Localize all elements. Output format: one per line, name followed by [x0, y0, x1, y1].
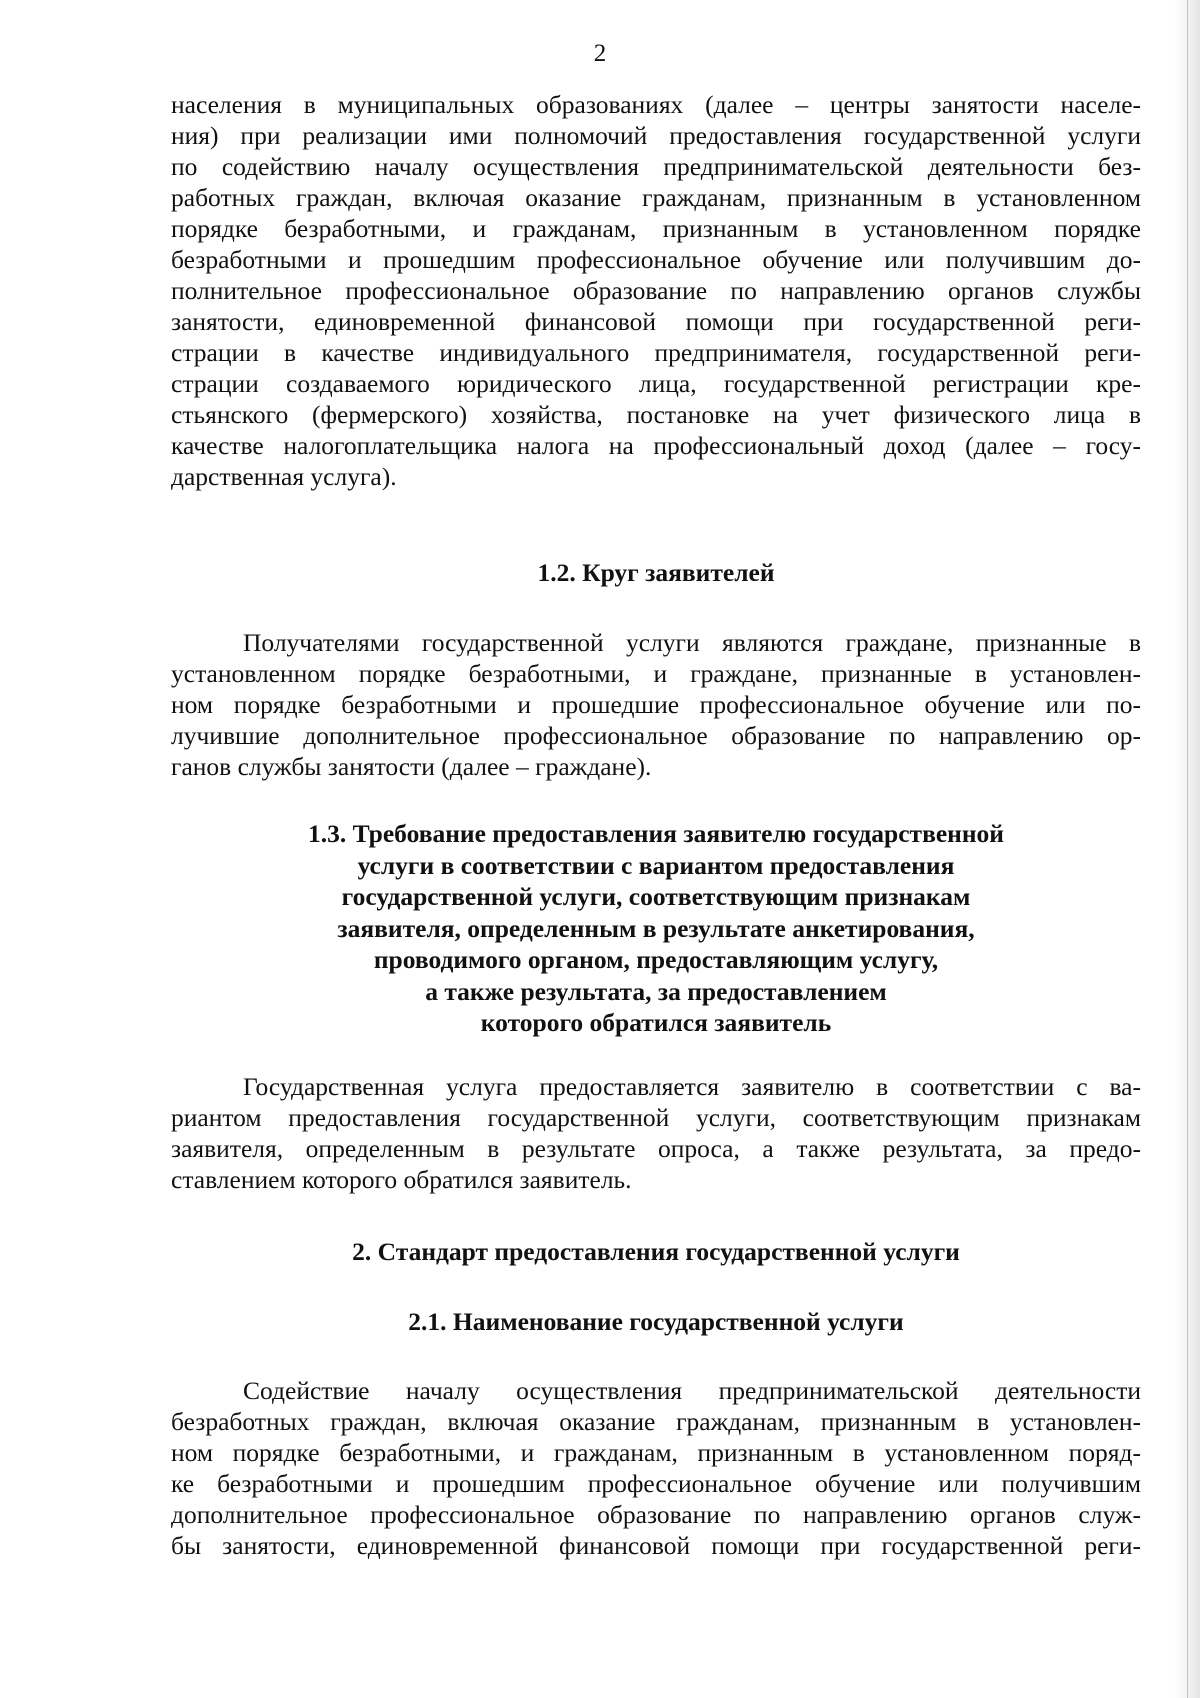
text-line: занятости, единовременной финансовой помощи при государственной реги-	[171, 307, 1141, 336]
text-line: бы занятости, единовременной финансовой помощи при государственной реги-	[171, 1531, 1141, 1560]
text-line: дарственная услуга).	[171, 462, 397, 491]
heading-line: государственной услуги, соответствующим признакам	[341, 882, 971, 911]
text-line: лучившие дополнительное профессиональное образование по направлению ор-	[171, 721, 1141, 750]
text-line: порядке безработными, и гражданам, признанным в установленном порядке	[171, 214, 1141, 243]
heading-line: заявителя, определенным в результате анкетирования,	[337, 913, 975, 943]
paragraph-1-3	[171, 1071, 1141, 1195]
page-number: 2	[593, 40, 607, 67]
text-line: Содействие началу осуществления предпринимательской деятельности	[243, 1376, 1141, 1405]
text-line: населения в муниципальных образованиях (далее – центры занятости населе-	[171, 90, 1141, 119]
section-heading-2	[171, 1236, 1141, 1268]
text-line: стьянского (фермерского) хозяйства, постановке на учет физического лица в	[171, 400, 1141, 429]
text-line: работных граждан, включая оказание гражданам, признанным в установленном	[171, 183, 1141, 212]
paragraph-2-1	[171, 1375, 1141, 1561]
paragraph-intro	[171, 89, 1141, 492]
text-line: безработными и прошедшим профессиональное обучение или получившим до-	[171, 245, 1141, 274]
text-line: заявителя, определенным в результате опроса, а также результата, за предо-	[171, 1134, 1141, 1163]
text-line: дополнительное профессиональное образование по направлению органов служ-	[171, 1500, 1141, 1529]
text-line: по содействию началу осуществления предпринимательской деятельности без-	[171, 152, 1141, 181]
text-line: страции в качестве индивидуального предпринимателя, государственной реги-	[171, 338, 1141, 367]
section-heading-2-1	[171, 1306, 1141, 1338]
heading-line: услуги в соответствии с вариантом предоставления	[357, 850, 955, 880]
text-line: безработных граждан, включая оказание гражданам, признанным в установлен-	[171, 1407, 1141, 1436]
text-line: установленном порядке безработными, и граждане, признанные в установлен-	[171, 659, 1141, 688]
text-line: ке безработными и прошедшим профессиональное обучение или получившим	[171, 1469, 1141, 1498]
text-line: ния) при реализации ими полномочий предоставления государственной услуги	[171, 121, 1141, 150]
scan-edge-line	[1187, 0, 1188, 1698]
text-line: ганов службы занятости (далее – граждане).	[171, 752, 652, 781]
text-line: полнительное профессиональное образование по направлению органов службы	[171, 276, 1141, 305]
section-heading-1-3	[171, 818, 1141, 1039]
text-line: качестве налогоплательщика налога на профессиональный доход (далее – госу-	[171, 431, 1141, 460]
heading-line: проводимого органом, предоставляющим услугу,	[373, 945, 939, 974]
heading-line: 2.1. Наименование государственной услуги	[408, 1307, 904, 1336]
text-line: ном порядке безработными и прошедшие профессиональное обучение или по-	[171, 690, 1141, 719]
heading-line: 1.3. Требование предоставления заявителю государственной	[308, 819, 1004, 848]
text-line: риантом предоставления государственной услуги, соответствующим признакам	[171, 1103, 1141, 1132]
heading-line: которого обратился заявитель	[480, 1008, 832, 1037]
text-line: ном порядке безработными, и гражданам, признанным в установленном поряд-	[171, 1438, 1141, 1467]
heading-line: а также результата, за предоставлением	[425, 976, 887, 1006]
text-line: страции создаваемого юридического лица, государственной регистрации кре-	[171, 369, 1141, 398]
text-line: Государственная услуга предоставляется заявителю в соответствии с ва-	[243, 1072, 1141, 1101]
text-line: Получателями государственной услуги являются граждане, признанные в	[243, 628, 1141, 657]
heading-line: 2. Стандарт предоставления государственной услуги	[352, 1237, 960, 1266]
section-heading-1-2	[171, 557, 1141, 589]
paragraph-1-2	[171, 627, 1141, 782]
text-line: ставлением которого обратился заявитель.	[171, 1165, 632, 1194]
heading-line: 1.2. Круг заявителей	[537, 558, 775, 587]
